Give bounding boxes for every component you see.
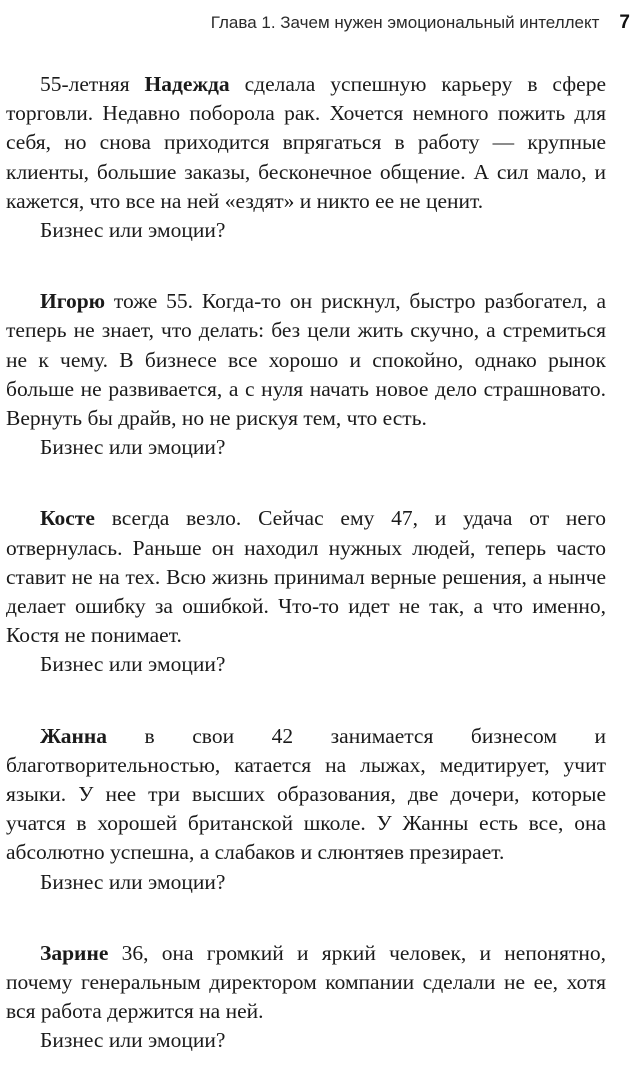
paragraph-text: сделала успешную карьеру в сфере торговли. Недавно поборола рак. Хочется немного пожить для себя, но снова приходится впрягаться в работу — крупные клиенты, большие заказы, бесконечное общение. А сил мало, и кажется, что все на ней «ездят» и никто ее не ценит. [6,72,606,213]
running-head [211,12,630,34]
question-line: Бизнес или эмоции? [40,1028,226,1053]
paragraph-nadezhda [6,70,606,216]
question-line: Бизнес или эмоции? [40,218,226,243]
paragraph-text: тоже 55. Когда-то он рискнул, быстро разбогател, а теперь не знает, что делать: без цели жить скучно, а стремиться не к чему. В бизнесе все хорошо и спокойно, однако рынок больше не развивается, а с нуля начать новое дело страшновато. Вернуть бы драйв, но не рискуя тем, что есть. [6,289,606,431]
paragraph-zarina [6,939,606,1027]
paragraph-text: всегда везло. Сейчас ему 47, и удача от него отвернулась. Раньше он находил нужных людей, теперь часто ставит не на тех. Всю жизнь принимал верные решения, а нынче делает ошибку за ошибкой. Что-то идет не так, а что именно, Костя не понимает. [6,506,606,648]
page-number: 7 [619,12,630,33]
person-name: Зарине [40,940,109,965]
question-line: Бизнес или эмоции? [40,652,226,677]
paragraph-text: в свои 42 занимается бизнесом и благотворительностью, катается на лыжах, медитирует, учит языки. У нее три высших образования, две дочери, которые учатся в хорошей британской школе. У Жанны есть все, она абсолютно успешна, а слабаков и слюнтяев презирает. [6,723,606,865]
question-line: Бизнес или эмоции? [40,435,226,460]
paragraph-text: 36, она громкий и яркий человек, и непонятно, почему генеральным директором компании сделали не ее, хотя вся работа держится на ней. [6,940,606,1024]
person-name: Косте [40,506,95,531]
paragraph-kostya [6,504,606,650]
paragraph-igor [6,287,606,433]
person-name: Жанна [40,723,107,748]
person-name: Надежда [144,72,230,96]
chapter-title: Глава 1. Зачем нужен эмоциональный интеллект [210,13,600,32]
page-body [6,70,606,1056]
paragraph-zhanna [6,722,606,868]
paragraph-prefix: 55-летняя [40,72,145,96]
person-name: Игорю [40,289,106,314]
question-line: Бизнес или эмоции? [40,869,226,894]
